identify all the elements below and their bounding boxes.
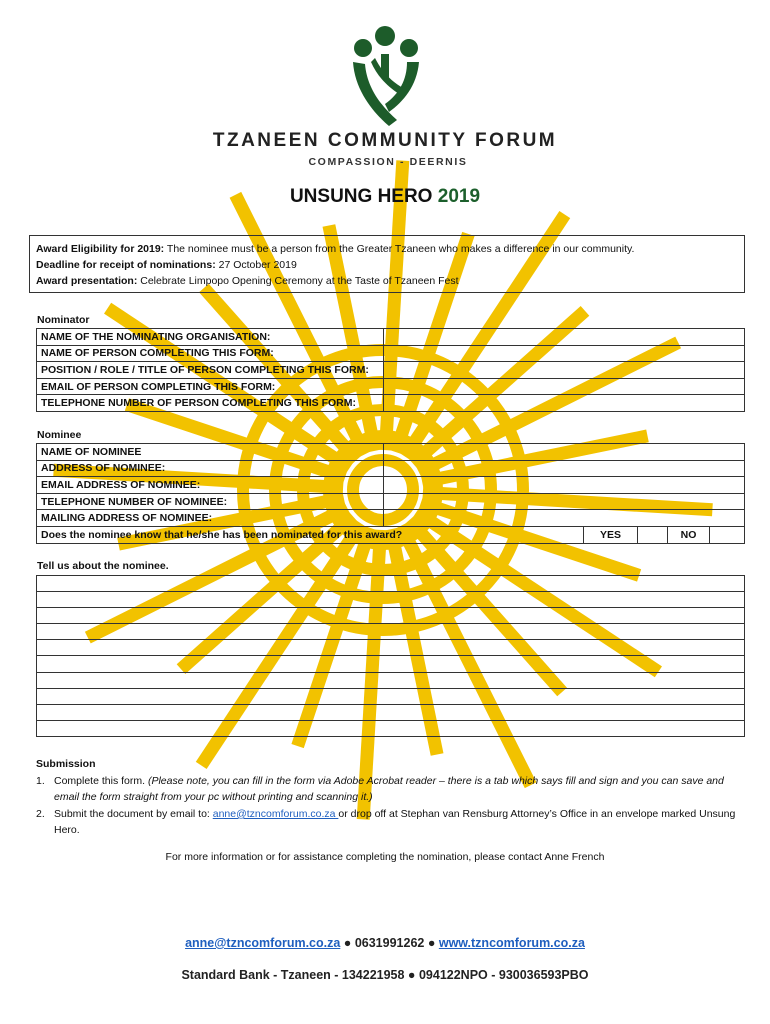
- nominee-phone-field[interactable]: [384, 493, 745, 510]
- yes-label: YES: [584, 526, 638, 543]
- writing-line: [37, 721, 744, 737]
- writing-line: [37, 656, 744, 672]
- writing-line: [37, 608, 744, 624]
- writing-line: [37, 592, 744, 608]
- footer-website-link[interactable]: www.tzncomforum.co.za: [438, 936, 585, 950]
- submission-step-1: [36, 773, 736, 806]
- field-label: NAME OF NOMINEE: [37, 444, 384, 461]
- field-label: ADDRESS OF NOMINEE:: [37, 460, 384, 477]
- footer-email-link[interactable]: anne@tzncomforum.co.za: [185, 936, 341, 950]
- submission-step-2: [36, 806, 736, 839]
- writing-line: [37, 576, 744, 592]
- table-row: [37, 460, 745, 477]
- field-label: NAME OF THE NOMINATING ORGANISATION:: [37, 329, 384, 346]
- title-text: UNSUNG HERO: [289, 186, 438, 207]
- award-info-box: [29, 235, 745, 293]
- table-row: [37, 362, 745, 379]
- no-label: NO: [668, 526, 710, 543]
- nominee-description-field[interactable]: [36, 575, 745, 737]
- tell-us-heading: Tell us about the nominee.: [37, 560, 169, 572]
- table-row: [37, 378, 745, 395]
- contact-note: For more information or for assistance completing the nomination, please contact Anne French: [165, 851, 605, 863]
- step-number: 2.: [36, 807, 45, 820]
- writing-line: [37, 624, 744, 640]
- step-rest: or drop off at Stephan van Rensburg Attorney’s Office in an envelope marked Unsung Hero.: [54, 807, 736, 837]
- step-number: 1.: [36, 774, 45, 787]
- submission-section: [36, 756, 736, 839]
- presentation-text: Celebrate Limpopo Opening Ceremony at the Taste of Tzaneen Fest: [137, 275, 459, 287]
- no-checkbox[interactable]: [710, 526, 745, 543]
- step-text: Submit the document by email to:: [54, 807, 213, 820]
- footer-phone: ● 0631991262 ●: [340, 936, 439, 950]
- presentation-label: Award presentation:: [36, 275, 138, 287]
- footer-bank-line: Standard Bank - Tzaneen - 134221958 ● 094122NPO - 930036593PBO: [181, 968, 589, 982]
- org-name: TZANEEN COMMUNITY FORUM: [212, 130, 558, 151]
- nominee-email-field[interactable]: [384, 477, 745, 494]
- table-row: [37, 395, 745, 412]
- submission-heading: Submission: [36, 758, 96, 770]
- deadline-label: Deadline for receipt of nominations:: [36, 259, 216, 271]
- field-label: EMAIL OF PERSON COMPLETING THIS FORM:: [37, 378, 384, 395]
- completer-role-field[interactable]: [384, 362, 745, 379]
- nominator-heading: Nominator: [37, 314, 90, 326]
- nominee-heading: Nominee: [37, 429, 82, 441]
- submission-email-link[interactable]: anne@tzncomforum.co.za: [212, 807, 339, 820]
- writing-line: [37, 640, 744, 656]
- field-label: EMAIL ADDRESS OF NOMINEE:: [37, 477, 384, 494]
- yes-checkbox[interactable]: [638, 526, 668, 543]
- table-row: [37, 477, 745, 494]
- field-label: POSITION / ROLE / TITLE OF PERSON COMPLETING THIS FORM:: [37, 362, 384, 379]
- nominee-mailing-address-field[interactable]: [384, 510, 745, 527]
- step-note: (Please note, you can fill in the form via Adobe Acrobat reader – there is a tab which says fill and sign and you can save and email the form straight from your pc without printing and scanning it.): [54, 774, 724, 804]
- field-label: TELEPHONE NUMBER OF NOMINEE:: [37, 493, 384, 510]
- field-label: TELEPHONE NUMBER OF PERSON COMPLETING THIS FORM:: [37, 395, 384, 412]
- step-text: Complete this form.: [54, 774, 148, 787]
- completer-phone-field[interactable]: [384, 395, 745, 412]
- table-row: [37, 444, 745, 461]
- deadline-line: [36, 257, 738, 273]
- nomination-awareness-question: Does the nominee know that he/she has been nominated for this award?: [37, 526, 584, 543]
- eligibility-text: The nominee must be a person from the Greater Tzaneen who makes a difference in our community.: [164, 243, 635, 255]
- organisation-name-field[interactable]: [384, 329, 745, 346]
- table-row: [37, 510, 745, 527]
- table-row: [37, 345, 745, 362]
- nominee-name-field[interactable]: [384, 444, 745, 461]
- writing-line: [37, 705, 744, 721]
- nominee-table: [36, 443, 745, 544]
- people-embrace-logo-icon: [345, 22, 427, 132]
- page-title: [0, 186, 770, 208]
- eligibility-line: [36, 241, 738, 257]
- field-label: MAILING ADDRESS OF NOMINEE:: [37, 510, 384, 527]
- presentation-line: [36, 273, 738, 289]
- eligibility-label: Award Eligibility for 2019:: [36, 243, 165, 255]
- footer-contact-line: [0, 936, 770, 950]
- nominator-table: [36, 328, 745, 412]
- org-tagline: COMPASSION - DEERNIS: [308, 156, 468, 168]
- deadline-text: 27 October 2019: [215, 259, 297, 271]
- completer-name-field[interactable]: [384, 345, 745, 362]
- writing-line: [37, 689, 744, 705]
- nominee-address-field[interactable]: [384, 460, 745, 477]
- table-row: [37, 329, 745, 346]
- title-year: 2019: [437, 186, 481, 207]
- table-row: [37, 493, 745, 510]
- field-label: NAME OF PERSON COMPLETING THIS FORM:: [37, 345, 384, 362]
- completer-email-field[interactable]: [384, 378, 745, 395]
- writing-line: [37, 673, 744, 689]
- table-row: [37, 526, 745, 543]
